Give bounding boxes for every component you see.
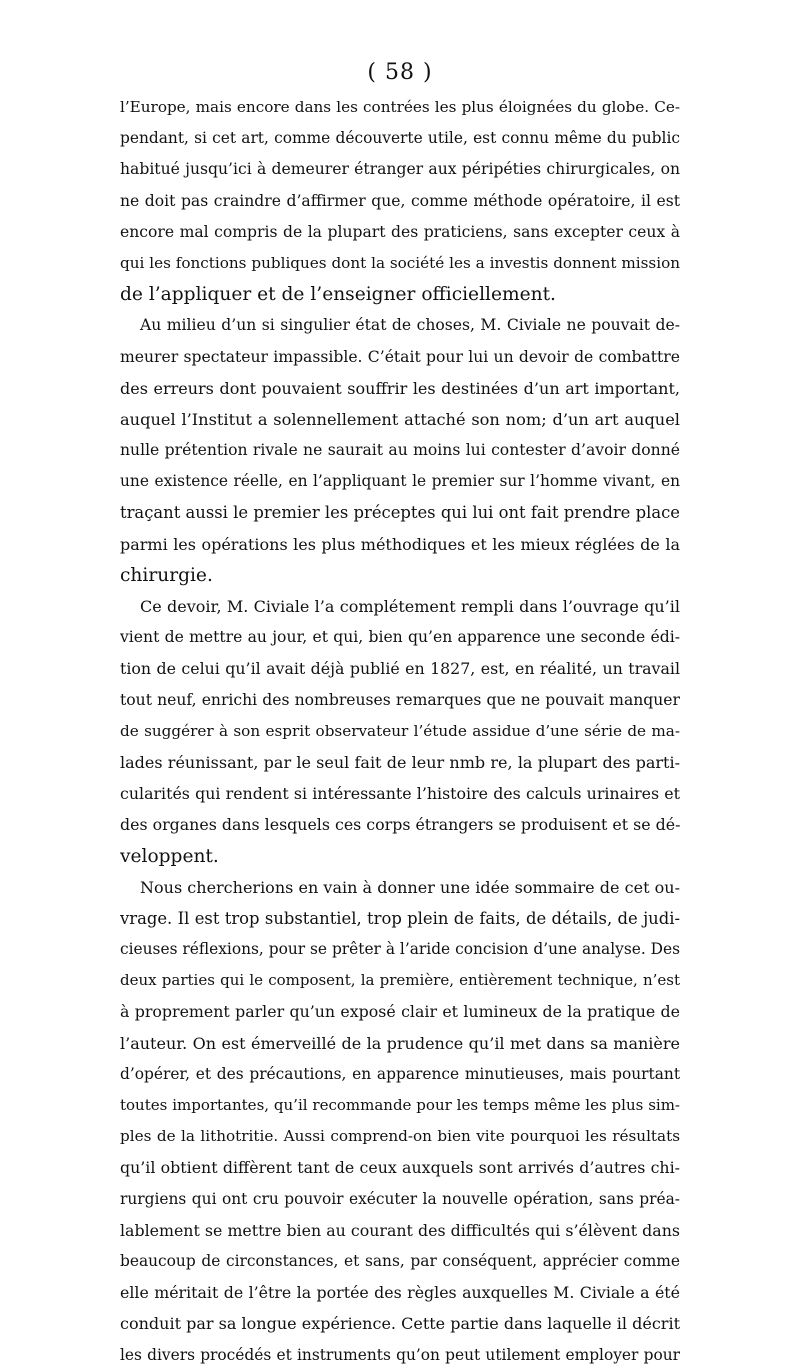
text-line: ples de la lithotritie. Aussi comprend-on bien vite pourquoi les résultats [120, 1127, 680, 1146]
text-line: veloppent. [120, 845, 219, 867]
text-line: de l’appliquer et de l’enseigner officiellement. [120, 284, 556, 306]
text-line: ne doit pas craindre d’affirmer que, comme méthode opératoire, il est [120, 191, 680, 210]
text-line: à proprement parler qu’un exposé clair et lumineux de la pratique de [120, 1002, 680, 1022]
text-line: deux parties qui le composent, la première, entièrement technique, n’est [120, 971, 680, 990]
text-line: des organes dans lesquels ces corps étrangers se produisent et se dé- [120, 815, 680, 835]
text-line: chirurgie. [120, 564, 213, 586]
text-line: lades réunissant, par le seul fait de leur nmb re, la plupart des parti- [120, 752, 680, 772]
text-line: parmi les opérations les plus méthodiques et les mieux réglées de la [120, 534, 680, 554]
text-line: tout neuf, enrichi des nombreuses remarques que ne pouvait manquer [120, 690, 680, 709]
text-line: lablement se mettre bien au courant des difficultés qui s’élèvent dans [120, 1220, 680, 1240]
text-line: pendant, si cet art, comme découverte utile, est connu même du public [120, 129, 680, 148]
text-line: Ce devoir, M. Civiale l’a complétement rempli dans l’ouvrage qu’il [140, 597, 680, 616]
text-line: l’Europe, mais encore dans les contrées les plus éloignées du globe. Ce- [120, 98, 680, 116]
text-line: vrage. Il est trop substantiel, trop plein de faits, de détails, de judi- [120, 908, 680, 928]
text-line: qui les fonctions publiques dont la société les a investis donnent mission [120, 253, 680, 272]
text-line: qu’il obtient diffèrent tant de ceux auxquels sont arrivés d’autres chi- [120, 1158, 680, 1178]
text-line: cieuses réflexions, pour se prêter à l’aride concision d’une analyse. Des [120, 940, 680, 959]
text-line: d’opérer, et des précautions, en apparence minutieuses, mais pourtant [120, 1064, 680, 1083]
text-line: vient de mettre au jour, et qui, bien qu’en apparence une seconde édi- [120, 628, 680, 647]
text-line: Nous chercherions en vain à donner une idée sommaire de cet ou- [140, 877, 680, 897]
text-line: de suggérer à son esprit observateur l’étude assidue d’une série de ma- [120, 721, 680, 740]
text-line: encore mal compris de la plupart des praticiens, sans excepter ceux à [120, 222, 680, 241]
text-line: rurgiens qui ont cru pouvoir exécuter la nouvelle opération, sans préa- [120, 1189, 680, 1208]
text-line: elle méritait de l’être la portée des règles auxquelles M. Civiale a été [120, 1283, 680, 1303]
text-line: conduit par sa longue expérience. Cette partie dans laquelle il décrit [120, 1314, 680, 1334]
text-line: les divers procédés et instruments qu’on peut utilement employer pour [120, 1345, 680, 1364]
text-line: habitué jusqu’ici à demeurer étranger aux péripéties chirurgicales, on [120, 160, 680, 179]
text-line: une existence réelle, en l’appliquant le premier sur l’homme vivant, en [120, 472, 680, 491]
body-text [120, 92, 680, 1371]
text-line: tion de celui qu’il avait déjà publié en 1827, est, en réalité, un travail [120, 659, 680, 679]
text-line: nulle prétention rivale ne saurait au moins lui contester d’avoir donné [120, 441, 680, 460]
page-number: ( 58 ) [367, 60, 433, 85]
text-line: l’auteur. On est émerveillé de la prudence qu’il met dans sa manière [120, 1033, 680, 1053]
text-line: des erreurs dont pouvaient souffrir les destinées d’un art important, [120, 378, 680, 398]
text-line: cularités qui rendent si intéressante l’histoire des calculs urinaires et [120, 784, 680, 804]
text-line: Au milieu d’un si singulier état de choses, M. Civiale ne pouvait de- [140, 316, 680, 335]
text-line: toutes importantes, qu’il recommande pour les temps même les plus sim- [120, 1096, 680, 1114]
text-line: meurer spectateur impassible. C’était pour lui un devoir de combattre [120, 347, 680, 366]
text-line: auquel l’Institut a solennellement attaché son nom; d’un art auquel [120, 409, 680, 429]
text-line: traçant aussi le premier les préceptes qui lui ont fait prendre place [120, 503, 680, 523]
text-line: beaucoup de circonstances, et sans, par conséquent, apprécier comme [120, 1251, 680, 1270]
